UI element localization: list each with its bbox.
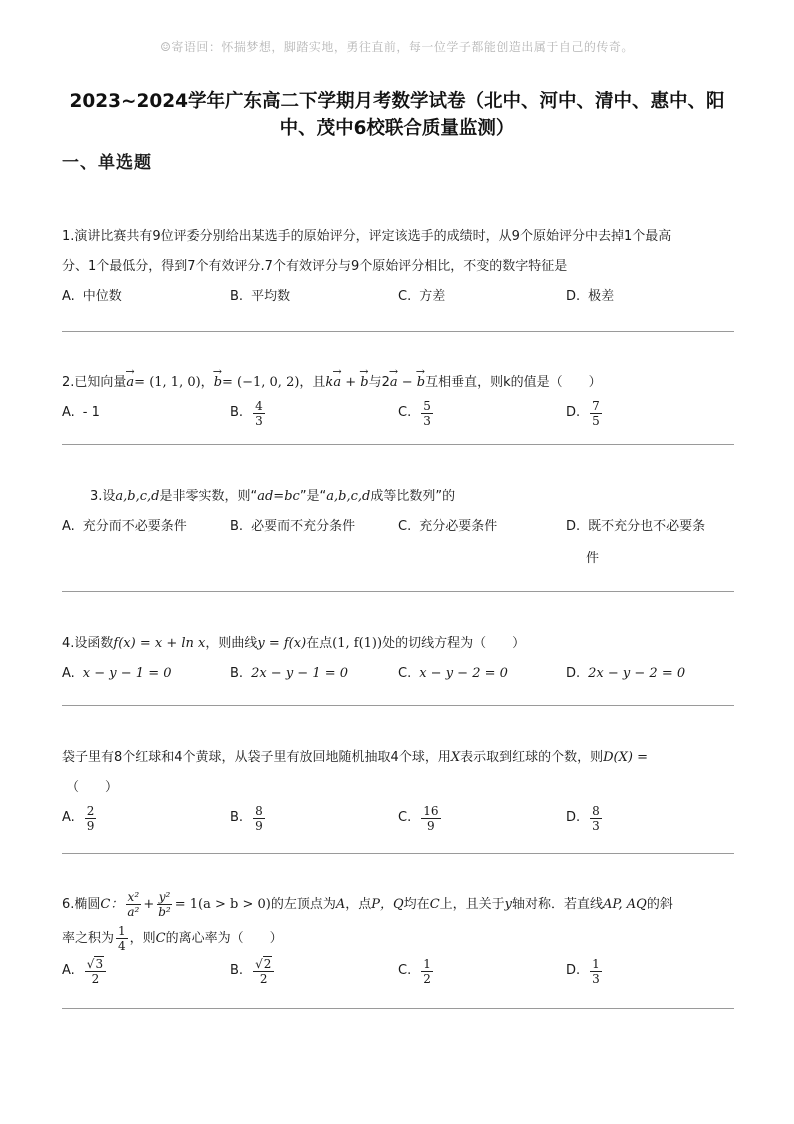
title-line-2: 中、茂中6校联合质量监测） <box>279 118 515 139</box>
question-6-stem: 6.椭圆C： $\frac{\text{x²}}{\text{a²}}$ + $\frac{\text{y²}}{\text{b²}}$ = 1(a > b > 0)的左顶点为A，点P，Q均在C上，且关于y轴对称．若直线AP, AQ的斜 率之积为 $\frac{1}{4}$ ，则C的离心率为（ ） <box>62 890 673 953</box>
option-d[interactable]: D. 既不充分也不必要条 件 <box>566 519 706 566</box>
option-c[interactable]: C. 方差 <box>398 289 446 304</box>
option-b[interactable]: B. $\frac{8}{9}$ <box>230 803 263 833</box>
question-6 <box>62 888 734 996</box>
option-b[interactable]: B. 必要而不充分条件 <box>230 519 356 534</box>
option-a[interactable]: A. $\frac{2}{9}$ <box>62 803 95 833</box>
header-motto: ☺寄语回：怀揣梦想，脚踏实地，勇往直前，每一位学子都能创造出属于自己的传奇。 <box>160 40 634 54</box>
option-c[interactable]: C. x − y − 2 = 0 <box>398 666 508 681</box>
option-c[interactable]: C. $\frac{16}{9}$ <box>398 803 439 833</box>
option-a[interactable]: A. x − y − 1 = 0 <box>62 666 172 681</box>
question-2-options <box>62 398 734 434</box>
option-a[interactable]: A. $\frac{√3}{2}$ <box>62 956 108 986</box>
option-d[interactable]: D. $\frac{7}{5}$ <box>566 398 600 428</box>
question-4-stem: 4.设函数f(x) = x + ln x，则曲线y = f(x)在点(1, f(1))处的切线方程为（ ） <box>62 636 526 651</box>
question-5-stem: 袋子里有8个红球和4个黄球，从袋子里有放回地随机抽取4个球，用X表示取到红球的个数，则D(X) = （ ） <box>62 750 648 795</box>
question-3 <box>62 482 734 576</box>
option-c[interactable]: C. 充分必要条件 <box>398 519 498 534</box>
question-1-stem: 1.演讲比赛共有9位评委分别给出某选手的原始评分，评定该选手的成绩时，从9个原始评分中去掉1个最高 分、1个最低分，得到7个有效评分.7个有效评分与9个原始评分相比，不变的数字特征是 <box>62 229 672 274</box>
option-c[interactable]: C. $\frac{1}{2}$ <box>398 956 431 986</box>
divider <box>62 705 734 706</box>
option-d[interactable]: D. 极差 <box>566 289 615 304</box>
option-c[interactable]: C. $\frac{5}{3}$ <box>398 398 431 428</box>
option-a[interactable]: A. 充分而不必要条件 <box>62 519 187 534</box>
divider <box>62 1008 734 1009</box>
question-5 <box>62 743 734 839</box>
question-6-options <box>62 956 734 996</box>
exam-title <box>40 88 754 142</box>
option-a[interactable]: A. - 1 <box>62 405 100 420</box>
question-2-stem: 2.已知向量→ a= (1, 1, 0)，→ b= (−1, 0, 2)，且k→ a + → b与2→ a − → b互相垂直，则k的值是（ ） <box>62 368 734 398</box>
divider <box>62 444 734 445</box>
option-d[interactable]: D. 2x − y − 2 = 0 <box>566 666 686 681</box>
question-4-options <box>62 659 734 689</box>
section-heading: 一、单选题 <box>62 153 152 173</box>
title-line-1: 2023~2024学年广东高二下学期月考数学试卷（北中、河中、清中、惠中、阳 <box>69 91 725 112</box>
divider <box>62 591 734 592</box>
question-1 <box>62 222 734 312</box>
option-d[interactable]: D. $\frac{8}{3}$ <box>566 803 600 833</box>
divider <box>62 853 734 854</box>
option-b[interactable]: B. 2x − y − 1 = 0 <box>230 666 349 681</box>
option-b[interactable]: B. $\frac{√2}{2}$ <box>230 956 276 986</box>
divider <box>62 331 734 332</box>
question-5-options <box>62 803 734 839</box>
question-1-options <box>62 282 734 312</box>
question-2 <box>62 368 734 434</box>
question-3-stem: 3.设a,b,c,d是非零实数，则“ad=bc”是“a,b,c,d成等比数列”的 <box>90 489 456 504</box>
option-d[interactable]: D. $\frac{1}{3}$ <box>566 956 600 986</box>
option-a[interactable]: A. 中位数 <box>62 289 122 304</box>
option-b[interactable]: B. 平均数 <box>230 289 291 304</box>
question-3-options <box>62 512 734 576</box>
option-b[interactable]: B. $\frac{4}{3}$ <box>230 398 263 428</box>
question-4 <box>62 629 734 689</box>
